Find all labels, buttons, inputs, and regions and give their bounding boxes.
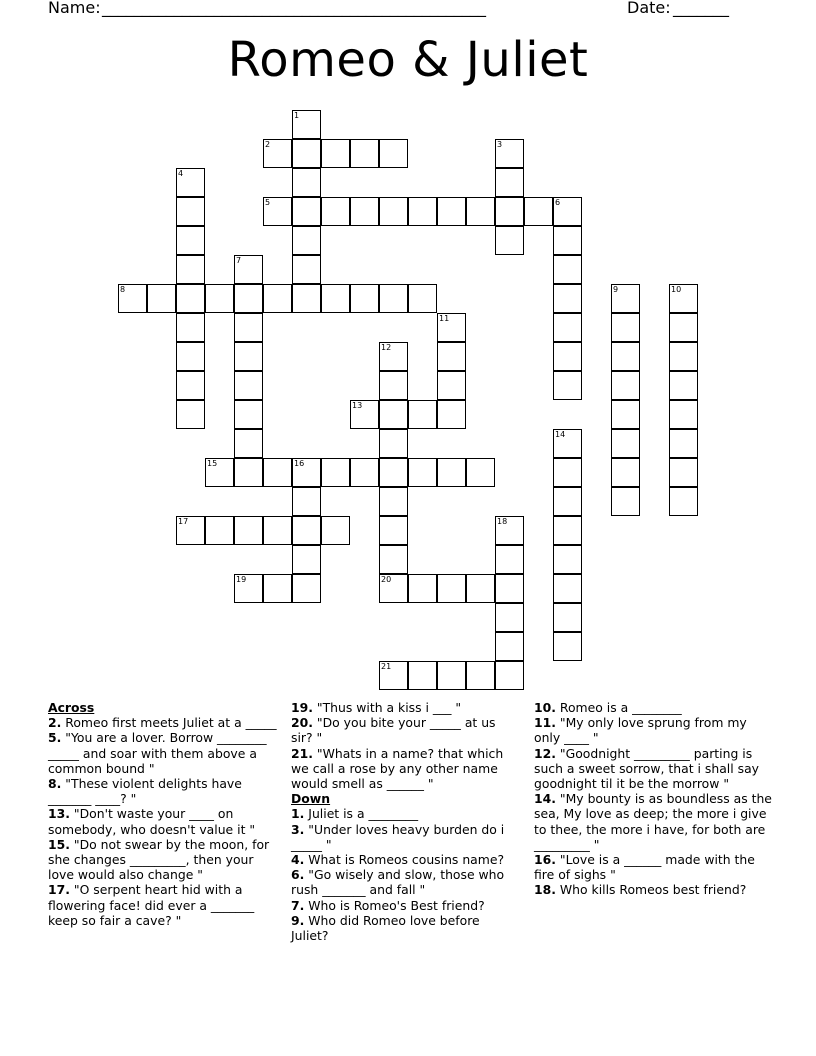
grid-cell[interactable] <box>553 429 582 458</box>
clue-across: 8. "These violent delights have _______ ____? " <box>48 776 242 807</box>
clue-down: 7. Who is Romeo's Best friend? <box>291 897 485 913</box>
grid-cell[interactable] <box>611 371 640 400</box>
clue-down: 3. "Under loves heavy burden do i _____ " <box>291 821 505 852</box>
grid-cell[interactable] <box>495 168 524 197</box>
grid-cell[interactable] <box>292 487 321 516</box>
grid-cell[interactable] <box>350 284 379 313</box>
grid-cell[interactable] <box>495 632 524 661</box>
grid-cell[interactable] <box>669 371 698 400</box>
grid-cell[interactable] <box>234 429 263 458</box>
grid-cell[interactable] <box>408 458 437 487</box>
cell-number: 2 <box>265 140 271 149</box>
grid-cell[interactable] <box>611 487 640 516</box>
grid-cell[interactable] <box>234 255 263 284</box>
clue-down: 10. Romeo is a ________ <box>534 700 682 715</box>
grid-cell[interactable] <box>553 342 582 371</box>
grid-cell[interactable] <box>118 284 147 313</box>
grid-cell[interactable] <box>321 197 350 226</box>
grid-cell[interactable] <box>379 400 408 429</box>
grid-cell[interactable] <box>292 545 321 574</box>
clue-across: 13. "Don't waste your ____ on somebody, who doesn't value it " <box>48 806 256 837</box>
grid-cell[interactable] <box>553 603 582 632</box>
grid-cell[interactable] <box>350 197 379 226</box>
grid-cell[interactable] <box>611 458 640 487</box>
cell-number: 14 <box>555 430 566 439</box>
grid-cell[interactable] <box>669 342 698 371</box>
date-label: Date: <box>627 0 671 17</box>
grid-cell[interactable] <box>524 197 553 226</box>
clue-across: 15. "Do not swear by the moon, for she changes _________, then your love would also change " <box>48 836 270 883</box>
grid-cell[interactable] <box>437 574 466 603</box>
cell-number: 21 <box>381 662 392 671</box>
grid-cell[interactable] <box>176 313 205 342</box>
grid-cell[interactable] <box>553 545 582 574</box>
cell-number: 8 <box>120 285 126 294</box>
cell-number: 7 <box>236 256 242 265</box>
clues-column-2 <box>291 700 519 943</box>
grid-cell[interactable] <box>147 284 176 313</box>
grid-cell[interactable] <box>350 139 379 168</box>
grid-cell[interactable] <box>263 197 292 226</box>
grid-cell[interactable] <box>205 284 234 313</box>
grid-cell[interactable] <box>176 168 205 197</box>
grid-cell[interactable] <box>669 429 698 458</box>
grid-cell[interactable] <box>176 226 205 255</box>
cell-number: 1 <box>294 111 300 120</box>
grid-cell[interactable] <box>495 545 524 574</box>
grid-cell[interactable] <box>437 197 466 226</box>
grid-cell[interactable] <box>176 342 205 371</box>
grid-cell[interactable] <box>495 139 524 168</box>
grid-cell[interactable] <box>234 516 263 545</box>
name-label: Name: <box>48 0 101 17</box>
grid-cell[interactable] <box>437 661 466 690</box>
grid-cell[interactable] <box>292 168 321 197</box>
grid-cell[interactable] <box>437 342 466 371</box>
grid-cell[interactable] <box>553 574 582 603</box>
grid-cell[interactable] <box>669 458 698 487</box>
grid-cell[interactable] <box>408 574 437 603</box>
clue-across: 20. "Do you bite your _____ at us sir? " <box>291 715 496 746</box>
grid-cell[interactable] <box>234 458 263 487</box>
grid-cell[interactable] <box>437 313 466 342</box>
grid-cell[interactable] <box>321 139 350 168</box>
grid-cell[interactable] <box>234 284 263 313</box>
grid-cell[interactable] <box>176 516 205 545</box>
clue-across: 2. Romeo first meets Juliet at a _____ <box>48 715 277 731</box>
grid-cell[interactable] <box>669 400 698 429</box>
grid-cell[interactable] <box>205 516 234 545</box>
grid-cell[interactable] <box>437 458 466 487</box>
grid-cell[interactable] <box>466 197 495 226</box>
grid-cell[interactable] <box>466 574 495 603</box>
cell-number: 19 <box>236 575 247 584</box>
cell-number: 9 <box>613 285 619 294</box>
grid-cell[interactable] <box>495 661 524 690</box>
grid-cell[interactable] <box>321 284 350 313</box>
grid-cell[interactable] <box>263 574 292 603</box>
grid-cell[interactable] <box>379 516 408 545</box>
cell-number: 3 <box>497 140 503 149</box>
grid-cell[interactable] <box>263 516 292 545</box>
grid-cell[interactable] <box>292 197 321 226</box>
cell-number: 15 <box>207 459 218 468</box>
grid-cell[interactable] <box>176 371 205 400</box>
grid-cell[interactable] <box>553 284 582 313</box>
grid-cell[interactable] <box>553 197 582 226</box>
grid-cell[interactable] <box>408 197 437 226</box>
grid-cell[interactable] <box>292 574 321 603</box>
cell-number: 5 <box>265 198 271 207</box>
grid-cell[interactable] <box>553 458 582 487</box>
grid-cell[interactable] <box>611 342 640 371</box>
clue-across: 17. "O serpent heart hid with a flowering face! did ever a _______ keep so fair a cave? " <box>48 882 255 928</box>
cell-number: 20 <box>381 575 392 584</box>
grid-cell[interactable] <box>292 284 321 313</box>
grid-cell[interactable] <box>292 110 321 139</box>
grid-cell[interactable] <box>611 313 640 342</box>
grid-cell[interactable] <box>292 226 321 255</box>
grid-cell[interactable] <box>234 371 263 400</box>
grid-cell[interactable] <box>553 226 582 255</box>
clue-across: 19. "Thus with a kiss i ___ " <box>291 700 462 715</box>
cell-number: 16 <box>294 459 305 468</box>
grid-cell[interactable] <box>263 284 292 313</box>
grid-cell[interactable] <box>408 284 437 313</box>
clue-down: 14. "My bounty is as boundless as the sea, My love as deep; the more i give to thee, the more i have, for both are _________ " <box>534 791 772 852</box>
grid-cell[interactable] <box>176 400 205 429</box>
grid-cell[interactable] <box>292 516 321 545</box>
grid-cell[interactable] <box>176 284 205 313</box>
grid-cell[interactable] <box>321 516 350 545</box>
grid-cell[interactable] <box>379 458 408 487</box>
grid-cell[interactable] <box>292 255 321 284</box>
grid-cell[interactable] <box>495 197 524 226</box>
cell-number: 17 <box>178 517 189 526</box>
grid-cell[interactable] <box>234 400 263 429</box>
grid-cell[interactable] <box>437 400 466 429</box>
grid-cell[interactable] <box>176 197 205 226</box>
grid-cell[interactable] <box>611 429 640 458</box>
grid-cell[interactable] <box>263 458 292 487</box>
down-heading: Down <box>291 791 331 807</box>
clue-down: 9. Who did Romeo love before Juliet? <box>291 912 480 944</box>
clues-column-1 <box>48 700 280 928</box>
grid-cell[interactable] <box>611 400 640 429</box>
clue-down: 16. "Love is a ______ made with the fire of sighs " <box>534 852 755 883</box>
grid-cell[interactable] <box>553 371 582 400</box>
grid-cell[interactable] <box>234 342 263 371</box>
clue-across: 5. "You are a lover. Borrow ________ _____ and soar with them above a common bound " <box>48 730 267 776</box>
grid-cell[interactable] <box>379 139 408 168</box>
cell-number: 11 <box>439 314 450 323</box>
grid-cell[interactable] <box>408 400 437 429</box>
grid-cell[interactable] <box>379 197 408 226</box>
grid-cell[interactable] <box>553 255 582 284</box>
cell-number: 6 <box>555 198 561 207</box>
grid-cell[interactable] <box>669 487 698 516</box>
grid-cell[interactable] <box>553 632 582 661</box>
cell-number: 10 <box>671 285 682 294</box>
grid-cell[interactable] <box>379 342 408 371</box>
grid-cell[interactable] <box>495 516 524 545</box>
clues-column-3 <box>534 700 772 898</box>
clue-down: 11. "My only love sprung from my only ____ " <box>534 715 747 746</box>
grid-cell[interactable] <box>292 139 321 168</box>
cell-number: 12 <box>381 343 392 352</box>
grid-cell[interactable] <box>466 458 495 487</box>
cell-number: 13 <box>352 401 363 410</box>
grid-cell[interactable] <box>292 458 321 487</box>
grid-cell[interactable] <box>466 661 495 690</box>
grid-cell[interactable] <box>379 545 408 574</box>
cell-number: 18 <box>497 517 508 526</box>
grid-cell[interactable] <box>205 458 234 487</box>
grid-cell[interactable] <box>495 603 524 632</box>
clue-down: 18. Who kills Romeos best friend? <box>534 882 747 898</box>
clue-down: 4. What is Romeos cousins name? <box>291 852 505 868</box>
clue-down: 12. "Goodnight _________ parting is such a sweet sorrow, that i shall say goodnight til it be the morrow " <box>534 745 759 792</box>
grid-cell[interactable] <box>379 371 408 400</box>
grid-cell[interactable] <box>176 255 205 284</box>
grid-cell[interactable] <box>495 574 524 603</box>
grid-cell[interactable] <box>379 429 408 458</box>
grid-cell[interactable] <box>350 458 379 487</box>
clue-down: 1. Juliet is a ________ <box>291 806 419 822</box>
grid-cell[interactable] <box>669 284 698 313</box>
grid-cell[interactable] <box>553 516 582 545</box>
grid-cell[interactable] <box>350 400 379 429</box>
grid-cell[interactable] <box>234 313 263 342</box>
grid-cell[interactable] <box>321 458 350 487</box>
grid-cell[interactable] <box>437 371 466 400</box>
grid-cell[interactable] <box>234 574 263 603</box>
grid-cell[interactable] <box>553 313 582 342</box>
grid-cell[interactable] <box>379 284 408 313</box>
name-line: ________________________________________________ <box>102 0 486 17</box>
grid-cell[interactable] <box>379 661 408 690</box>
grid-cell[interactable] <box>553 487 582 516</box>
cell-number: 4 <box>178 169 184 178</box>
grid-cell[interactable] <box>669 313 698 342</box>
grid-cell[interactable] <box>379 574 408 603</box>
across-heading: Across <box>48 700 95 715</box>
grid-cell[interactable] <box>611 284 640 313</box>
clue-down: 6. "Go wisely and slow, those who rush _______ and fall " <box>291 867 505 898</box>
grid-cell[interactable] <box>263 139 292 168</box>
grid-cell[interactable] <box>379 487 408 516</box>
clue-across: 21. "Whats in a name? that which we call a rose by any other name would smell as ______ " <box>291 745 504 792</box>
page-title: Romeo & Juliet <box>227 32 589 88</box>
date-line: _______ <box>673 0 729 17</box>
grid-cell[interactable] <box>408 661 437 690</box>
grid-cell[interactable] <box>495 226 524 255</box>
